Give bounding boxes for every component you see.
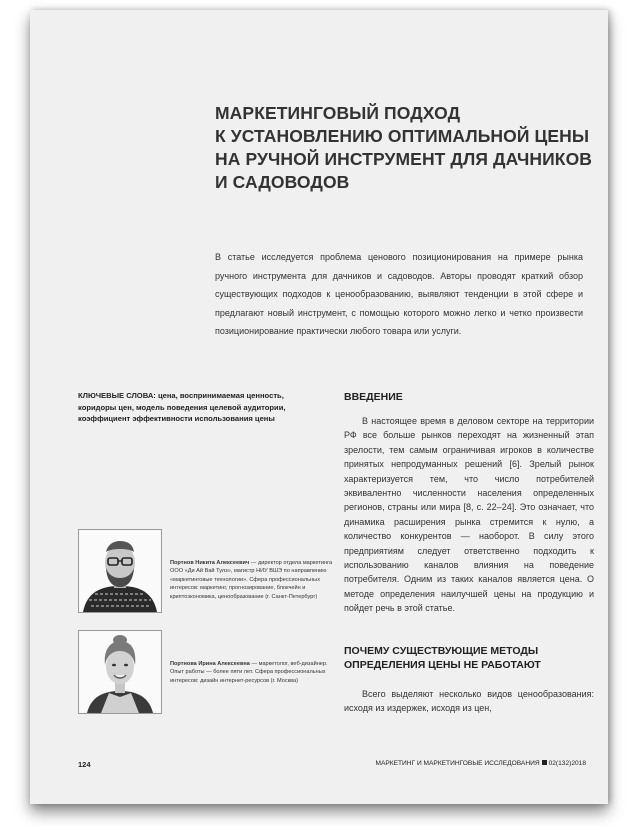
author-name-1: Портнов Никита Алексеевич [170, 560, 250, 566]
methods-text: Всего выделяют несколько видов ценообразования: исходя из издержек, исходя из цен, [344, 689, 594, 714]
man-portrait-photo [78, 529, 162, 613]
author-name-2: Портнова Ирина Алексеевна [170, 661, 250, 667]
author-card-1 [78, 529, 342, 613]
section-heading-intro: ВВЕДЕНИЕ [344, 391, 403, 403]
page-number: 124 [78, 760, 91, 769]
article-title [215, 102, 593, 194]
title-line-4: И САДОВОДОВ [215, 172, 350, 192]
woman-portrait-photo [78, 630, 162, 714]
title-line-2: К УСТАНОВЛЕНИЮ ОПТИМАЛЬНОЙ ЦЕНЫ [215, 126, 590, 146]
author-bio-1 [170, 559, 340, 601]
journal-page [30, 10, 608, 804]
title-line-1: МАРКЕТИНГОВЫЙ ПОДХОД [215, 103, 461, 123]
keywords: КЛЮЧЕВЫЕ СЛОВА: цена, воспринимаемая ценность, коридоры цен, модель поведения целевой аудитории, коэффициент эффективности использования цены [78, 391, 286, 423]
section-heading-methods: ПОЧЕМУ СУЩЕСТВУЮЩИЕ МЕТОДЫ ОПРЕДЕЛЕНИЯ ЦЕНЫ НЕ РАБОТАЮТ [344, 645, 541, 671]
author-desc-2: — маркетолог, веб-дизайнер. Опыт работы — более пяти лет. Сфера профессиональных интересов: дизайн интернет-ресурсов (г. Москва) [170, 661, 328, 684]
author-desc-1: — директор отдела маркетинга ООО «Ди Ай Вай Тулз», магистр НИУ ВШЭ по направлению «маркетинговые технологии». Сфера профессиональных интересов: маркетинг, прогнозирование, блокчейн и криптоэкономика, ценообразование (г. Санкт-Петербург) [170, 560, 333, 600]
author-card-2 [78, 630, 342, 714]
journal-footer [376, 760, 587, 767]
title-line-3: НА РУЧНОЙ ИНСТРУМЕНТ ДЛЯ ДАЧНИКОВ [215, 149, 593, 169]
abstract: В статье исследуется проблема ценового позиционирования на примере рынка ручного инструмента для дачников и садоводов. Авторы проводят краткий обзор существующих подходов к ценообразованию, выявляют тенденции в этой сфере и предлагают новый инструмент, с помощью которого можно легко и четко произвести позиционирование практически любого товара или услуги. [215, 252, 583, 336]
intro-text: В настоящее время в деловом секторе на территории РФ все больше рынков переходят на жизненный этап зрелости, тем самым ограничивая игроков в количестве принятых непродуманных решений [6]. Зрелый рынок характеризуется тем, что число потребителей эквивалентно численности населения определенных регионов, страны или мира [8, с. 22–24]. Это означает, что динамика расширения рынка стремится к нулю, а количество конкурентов — наоборот. В силу этого предприятиям следует ответственно подходить к использованию каналов влияния на поведение потребителя. Одним из таких каналов является цена. О методе определения наилучшей цены на продукцию и пойдет речь в этой статье. [344, 416, 594, 614]
author-bio-2 [170, 660, 340, 685]
square-separator-icon [542, 760, 547, 765]
journal-issue: 02(132)2018 [548, 760, 586, 767]
journal-name: МАРКЕТИНГ И МАРКЕТИНГОВЫЕ ИССЛЕДОВАНИЯ [375, 760, 540, 767]
